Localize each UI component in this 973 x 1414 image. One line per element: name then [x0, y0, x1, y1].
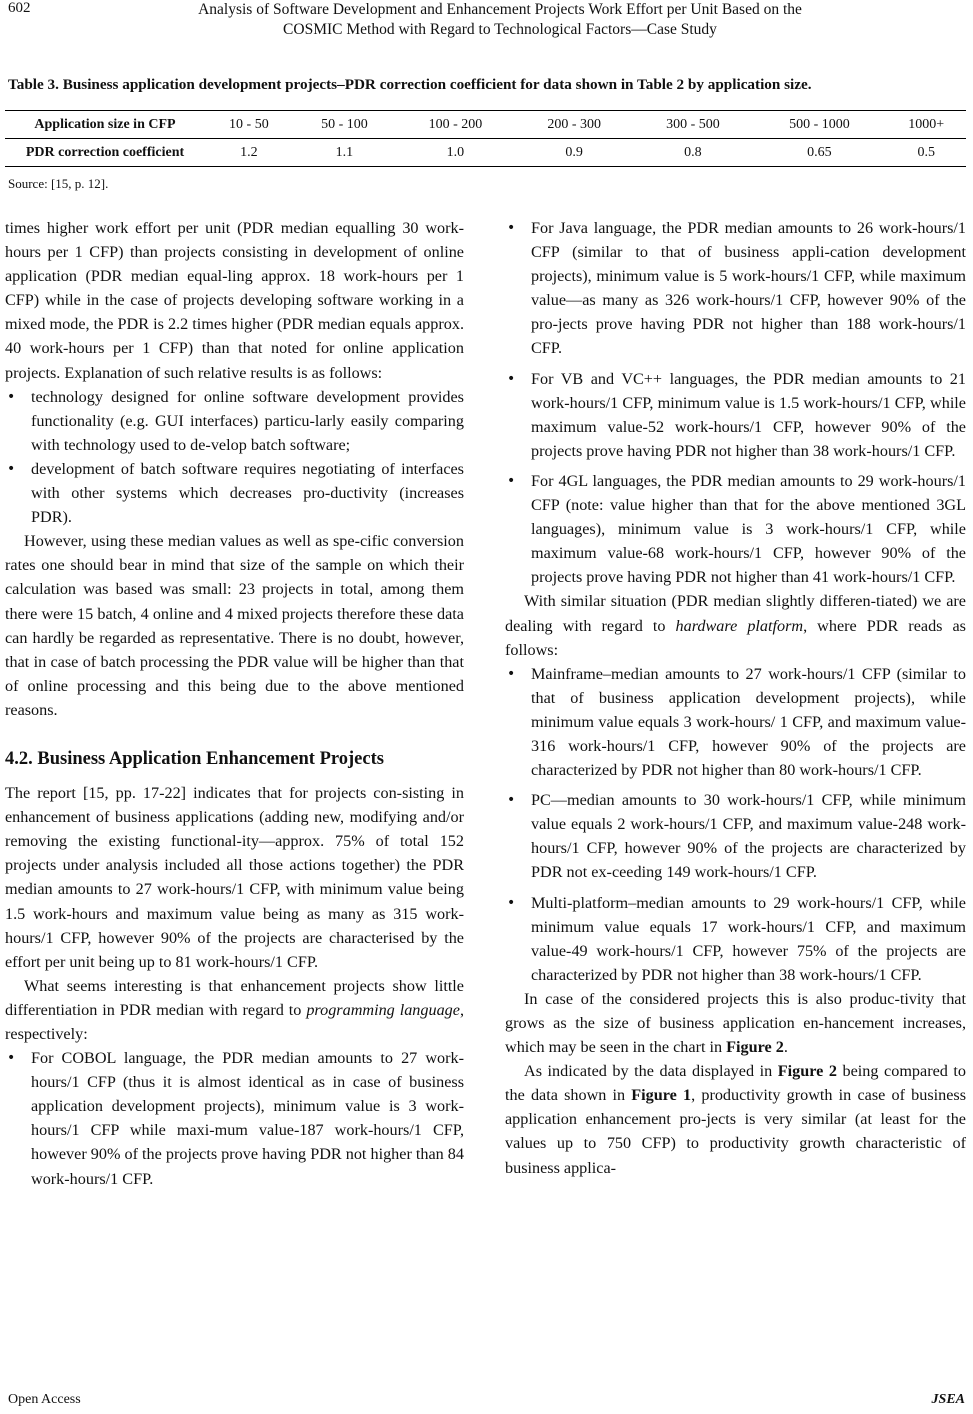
left-column [5, 216, 464, 1191]
text-span: , productivity growth in case of business application enhancement pro-jects is very similar (at least for the values up to 750 CFP) to productivity growth characteristic of business applica- [505, 1086, 966, 1177]
paragraph: The report [15, pp. 17-22] indicates that for projects con-sisting in enhancement of business applications (adding new, modifying and/or removing the existing functional-ity—approx. 75% of total 152 projects under analysis included all those actions together) the PDR median amounts to 27 work-hours/1 CFP, with minimum value being 1.5 work-hours and maximum value being as many as 315 work-hours/1 CFP, however 90% of the projects are characterised by the effort per unit being up to 81 work-hours/1 CFP. [5, 784, 464, 971]
row-label-size: Application size in CFP [5, 111, 205, 139]
list-item: • Mainframe–median amounts to 27 work-hours/1 CFP (similar to that of business application development projects), while minimum value equals 3 work-hours/ 1 CFP, and maximum value-316 work-hours/1 CFP, however 90% of the projects are characterized by PDR not higher than 80 work-hours/1 CFP. [505, 662, 966, 782]
bullet-list [505, 662, 966, 987]
right-column [505, 216, 966, 1180]
italic-term: hardware platform [675, 616, 804, 635]
paragraph [505, 1059, 966, 1179]
table-row [5, 139, 966, 167]
text-span: What seems interesting is that enhancement projects show little differentiation in PDR median with regard to [5, 976, 464, 1019]
table-cell: 10 - 50 [205, 111, 293, 139]
list-item: • technology designed for online software development provides functionality (e.g. GUI interfaces) particu-larly easily comparing with technology used to de-velop batch software; [5, 385, 464, 457]
figure-reference: Figure 1 [631, 1086, 692, 1105]
table-cell: 0.65 [752, 139, 886, 167]
list-item: • development of batch software requires negotiating of interfaces with other systems which decreases pro-ductivity (increases PDR). [5, 457, 464, 529]
bullet-list [5, 385, 464, 530]
figure-reference: Figure 2 [777, 1062, 837, 1081]
running-title [90, 0, 910, 40]
table-caption: Table 3. Business application development projects–PDR correction coefficient for data shown in Table 2 by application size. [8, 76, 812, 93]
pdr-correction-table [5, 110, 966, 167]
table-cell: 200 - 300 [515, 111, 634, 139]
list-item: • For COBOL language, the PDR median amounts to 27 work-hours/1 CFP (thus it is almost identical as in case of business application development projects), minimum value is 3 work-hours/1 CFP while maxi-mum value-187 work-hours/1 CFP, however 90% of the projects prove having PDR not higher than 84 work-hours/1 CFP. [5, 1046, 464, 1191]
list-item: • For 4GL languages, the PDR median amounts to 29 work-hours/1 CFP (note: value higher than that for the above mentioned 3GL languages), minimum value is 3 work-hours/1 CFP, while maximum value-68 work-hours/1 CFP, however 90% of the projects prove having PDR not higher than 41 work-hours/1 CFP. [505, 469, 966, 589]
footer-journal: JSEA [931, 1392, 965, 1407]
running-head [0, 0, 973, 44]
table-cell: 1.0 [396, 139, 515, 167]
text-span: , respectively: [5, 1000, 464, 1043]
running-title-line1: Analysis of Software Development and Enhancement Projects Work Effort per Unit Based on the [198, 1, 802, 18]
table-cell: 1.2 [205, 139, 293, 167]
bullet-list [5, 1046, 464, 1191]
section-heading: 4.2. Business Application Enhancement Projects [5, 748, 384, 769]
list-item: • Multi-platform–median amounts to 29 work-hours/1 CFP, while minimum value equals 17 work-hours/1 CFP, and maximum value-49 work-hours/1 CFP, however 75% of the projects are characterized by PDR not higher than 38 work-hours/1 CFP. [505, 891, 966, 987]
paragraph: However, using these median values as well as spe-cific conversion rates one should bear in mind that size of the sample on which their calculation was based was small: 23 projects in total, among them there were 15 batch, 4 online and 4 mixed projects therefore these data can hardly be regarded as representative. There is no doubt, however, that in case of batch processing the PDR value will be higher than that of online processing and this being due to the above mentioned reasons. [5, 532, 464, 719]
text-span: being compared to the data shown in [505, 1062, 967, 1105]
paragraph [505, 987, 966, 1059]
list-item: • For VB and VC++ languages, the PDR median amounts to 21 work-hours/1 CFP, minimum value is 1.5 work-hours/1 CFP, while maximum value-52 work-hours/1 CFP, however 90% of the projects prove having PDR not higher than 38 work-hours/1 CFP. [505, 367, 966, 463]
bullet-list [505, 216, 966, 589]
paragraph [5, 974, 464, 1046]
list-item: • PC—median amounts to 30 work-hours/1 CFP, while minimum value equals 2 work-hours/1 CFP, and maximum value-248 work-hours/1 CFP, however 90% of the projects are characterized by PDR not ex-ceeding 149 work-hours/1 CFP. [505, 788, 966, 884]
table-cell: 1000+ [887, 111, 966, 139]
italic-term: programming language [306, 1000, 460, 1019]
row-label-coefficient: PDR correction coefficient [5, 139, 205, 167]
table-cell: 1.1 [293, 139, 396, 167]
text-span: , where PDR reads as follows: [505, 616, 966, 659]
table-cell: 500 - 1000 [752, 111, 886, 139]
table-cell: 50 - 100 [293, 111, 396, 139]
page-number: 602 [8, 0, 31, 16]
table-cell: 300 - 500 [634, 111, 753, 139]
footer-open-access: Open Access [8, 1392, 81, 1407]
table-cell: 0.8 [634, 139, 753, 167]
text-span: In case of the considered projects this is also produc-tivity that grows as the size of business application en-hancement increases, which may be seen in the chart in [505, 989, 966, 1057]
table-cell: 0.5 [887, 139, 966, 167]
text-span: . [783, 1038, 788, 1057]
table-cell: 0.9 [515, 139, 634, 167]
table-row [5, 111, 966, 139]
paragraph [505, 589, 966, 661]
text-span: As indicated by the data displayed in [524, 1062, 778, 1081]
paragraph: times higher work effort per unit (PDR median equalling 30 work-hours per 1 CFP) than projects consisting in development of online application (PDR median equal-ling approx. 18 work-hours per 1 CFP) while in the case of projects developing software working in a mixed mode, the PDR is 2.2 times higher (PDR median equals approx. 40 work-hours per 1 CFP) than that noted for online application projects. Explanation of such relative results is as follows: [5, 219, 464, 382]
text-span: With similar situation (PDR median slightly differen-tiated) we are dealing with regard to [505, 592, 966, 635]
table-source: Source: [15, p. 12]. [8, 176, 109, 191]
table-cell: 100 - 200 [396, 111, 515, 139]
figure-reference: Figure 2 [726, 1038, 784, 1057]
list-item: • For Java language, the PDR median amounts to 26 work-hours/1 CFP (similar to that of business appli-cation development projects), minimum value is 5 work-hours/1 CFP, while maximum value—as many as 326 work-hours/1 CFP, however 90% of the pro-jects prove having PDR not higher than 188 work-hours/1 CFP. [505, 216, 966, 361]
running-title-line2: COSMIC Method with Regard to Technological Factors—Case Study [283, 21, 717, 38]
